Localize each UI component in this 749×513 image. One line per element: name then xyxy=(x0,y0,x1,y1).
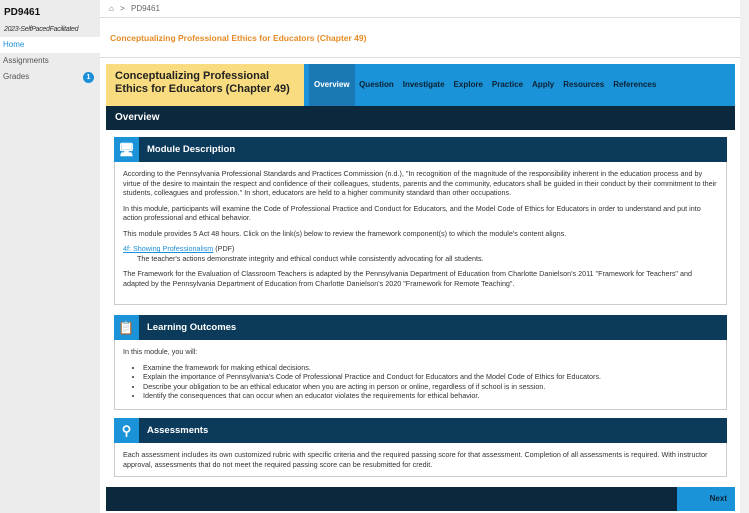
overview-heading: Overview xyxy=(106,106,735,130)
module-banner xyxy=(106,64,735,106)
outcomes-list xyxy=(143,363,718,401)
course-code: PD9461 xyxy=(4,7,41,18)
module-title: Conceptualizing Professional Ethics for Educators (Chapter 49) xyxy=(106,64,304,106)
sidebar-item-assignments[interactable] xyxy=(0,53,100,69)
framework-link[interactable]: 4f: Showing Professionalism xyxy=(123,244,214,253)
tab-question[interactable]: Question xyxy=(359,80,394,89)
breadcrumb xyxy=(100,0,740,18)
learning-outcomes-body xyxy=(114,340,727,410)
grades-badge: 1 xyxy=(83,72,94,83)
sidebar-item-grades[interactable] xyxy=(0,69,100,85)
assessments-text: Each assessment includes its own customized rubric with specific criteria and the required passing score for that assessment. Completion of all assessments is required. With instructor approval, assessments that do not meet the required passing score can be resubmitted for credit. xyxy=(123,450,708,469)
sidebar-item-label: Assignments xyxy=(3,56,49,65)
paragraph: This module provides 5 Act 48 hours. Click on the link(s) below to review the framework component(s) to which the module's content aligns. xyxy=(123,228,567,238)
sidebar-item-label: Grades xyxy=(3,72,30,81)
module-description-header xyxy=(114,137,727,162)
divider xyxy=(100,57,740,58)
tab-practice[interactable]: Practice xyxy=(491,80,524,89)
next-button[interactable]: Next xyxy=(677,487,735,511)
assessments-header xyxy=(114,418,727,443)
tab-explore[interactable]: Explore xyxy=(453,80,483,89)
page-title: Conceptualizing Professional Ethics for Educators (Chapter 49) xyxy=(110,33,367,43)
tab-overview[interactable]: Overview xyxy=(309,64,355,106)
section-heading: Learning Outcomes xyxy=(147,322,237,333)
learning-outcomes-header xyxy=(114,315,727,340)
link-description: The teacher's actions demonstrate integrity and ethical conduct while consistently advocating for all students. xyxy=(137,253,484,263)
monitor-icon: 🖥 xyxy=(114,137,139,162)
footer-bar xyxy=(106,487,735,511)
list-item: • Examine the framework for making ethical decisions. xyxy=(143,363,718,373)
main-content xyxy=(100,0,740,513)
list-item: • Describe your obligation to be an ethical educator when you are acting in person or online, regardless of if school is in session. xyxy=(143,382,718,392)
home-icon[interactable]: ⌂ xyxy=(109,4,114,13)
tab-apply[interactable]: Apply xyxy=(532,80,555,89)
paragraph: The Framework for the Evaluation of Classroom Teachers is adapted by the Pennsylvania Department of Education from Charlotte Danielson's 2011 "Framework for Teachers" and adapted by the Pennsylvania Department of Education from Charlotte Danielson's 2020 "Framework for Remote Teaching". xyxy=(123,269,692,288)
module-description-body xyxy=(114,162,727,305)
section-heading: Assessments xyxy=(147,425,209,436)
outcomes-intro: In this module, you will: xyxy=(123,347,198,356)
sidebar-item-label: Home xyxy=(3,40,25,49)
scrollbar[interactable] xyxy=(740,0,749,513)
course-subtitle: 2023-SelfPacedFacilitated xyxy=(4,26,79,33)
paragraph: In this module, participants will examine the Code of Professional Practice and Conduct for Educators, and the Model Code of Ethics for Educators in order to understand and put into action professional and ethical behavior. xyxy=(123,203,701,222)
sidebar xyxy=(0,0,100,513)
paragraph: According to the Pennsylvania Professional Standards and Practices Commission (n.d.), "In recognition of the magnitude of the responsibility inherent in the education process and by virtue of the desire to maintain the respect and confidence of their colleagues, students, parents and the community, educators shall be guided in their conduct by their commitment to their students, colleagues and profession." In short, educators are held to a higher community standard than other occupations. xyxy=(123,169,717,197)
list-item: • Identify the consequences that can occur when an educator violates the requirements for ethical behavior. xyxy=(143,391,718,401)
assessments-body xyxy=(114,443,727,477)
tab-investigate[interactable]: Investigate xyxy=(402,80,445,89)
map-pin-icon: ⚲ xyxy=(114,418,139,443)
clipboard-icon: 📋 xyxy=(114,315,139,340)
module-nav xyxy=(304,64,735,106)
section-heading: Module Description xyxy=(147,144,236,155)
list-item: • Explain the importance of Pennsylvania's Code of Professional Practice and Conduct for Educators and the Model Code of Ethics for Educators. xyxy=(143,372,718,382)
tab-resources[interactable]: Resources xyxy=(563,80,605,89)
breadcrumb-current[interactable]: PD9461 xyxy=(130,4,160,13)
sidebar-item-home[interactable] xyxy=(0,37,100,53)
tab-references[interactable]: References xyxy=(613,80,657,89)
link-suffix: (PDF) xyxy=(213,244,235,253)
breadcrumb-separator: > xyxy=(120,4,125,13)
